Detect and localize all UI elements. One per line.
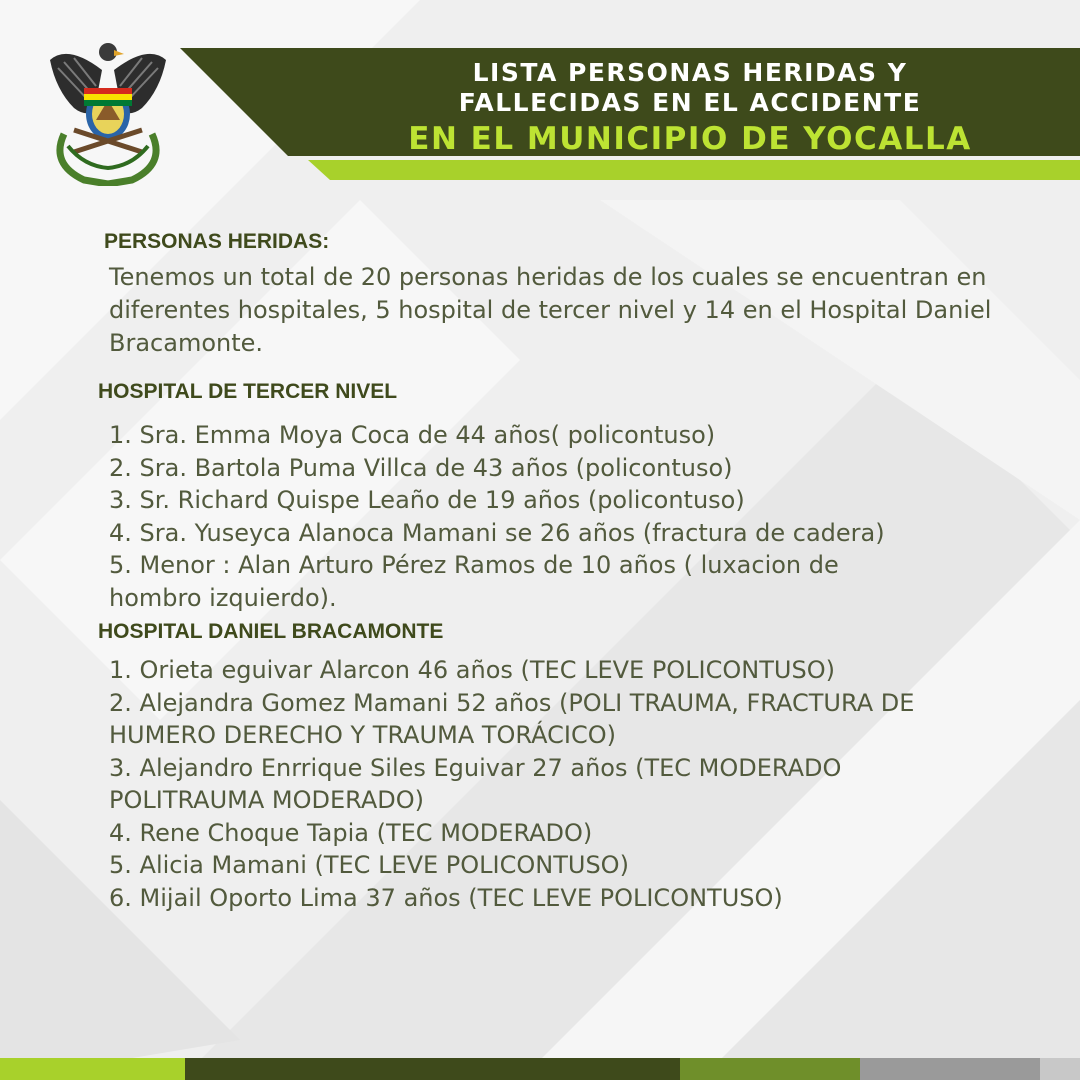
hospital-tercer-nivel-list bbox=[109, 419, 1069, 614]
footer-segment bbox=[1040, 1058, 1080, 1080]
list-item: 3. Alejandro Enrrique Siles Eguivar 27 años (TEC MODERADO POLITRAUMA MODERADO) bbox=[109, 753, 842, 814]
footer-segment bbox=[185, 1058, 680, 1080]
banner-title-line-3: EN EL MUNICIPIO DE YOCALLA bbox=[408, 121, 972, 157]
list-item: 5. Alicia Mamani (TEC LEVE POLICONTUSO) bbox=[109, 851, 629, 879]
list-item: 1. Sra. Emma Moya Coca de 44 años( policontuso) bbox=[109, 421, 716, 449]
list-item: 4. Sra. Yuseyca Alanoca Mamani se 26 años (fractura de cadera) bbox=[109, 518, 885, 547]
hospital-daniel-bracamonte-heading: HOSPITAL DANIEL BRACAMONTE bbox=[98, 620, 444, 643]
hospital-tercer-nivel-heading: HOSPITAL DE TERCER NIVEL bbox=[98, 380, 398, 403]
injured-summary: Tenemos un total de 20 personas heridas de los cuales se encuentran en diferentes hospitales, 5 hospital de tercer nivel y 14 en el Hospital Daniel Bracamonte. bbox=[109, 263, 992, 357]
footer-segment bbox=[680, 1058, 860, 1080]
injured-heading: PERSONAS HERIDAS: bbox=[104, 230, 330, 253]
footer-segment bbox=[860, 1058, 1040, 1080]
list-item: 5. Menor : Alan Arturo Pérez Ramos de 10 años ( luxacion de hombro izquierdo). bbox=[109, 551, 839, 612]
footer-segment bbox=[0, 1058, 185, 1080]
list-item: 6. Mijail Oporto Lima 37 años (TEC LEVE POLICONTUSO) bbox=[109, 883, 783, 912]
list-item: 3. Sr. Richard Quispe Leaño de 19 años (policontuso) bbox=[109, 486, 745, 514]
list-item: 2. Alejandra Gomez Mamani 52 años (POLI TRAUMA, FRACTURA DE HUMERO DERECHO Y TRAUMA TORÁCICO) bbox=[109, 688, 915, 749]
hospital-daniel-bracamonte-list bbox=[109, 654, 1069, 914]
list-item: 4. Rene Choque Tapia (TEC MODERADO) bbox=[109, 818, 593, 847]
banner-title-line-1: LISTA PERSONAS HERIDAS Y bbox=[472, 58, 908, 87]
banner-title-line-2: FALLECIDAS EN EL ACCIDENTE bbox=[458, 88, 922, 117]
footer-bar bbox=[0, 1058, 1080, 1080]
list-item: 2. Sra. Bartola Puma Villca de 43 años (policontuso) bbox=[109, 453, 733, 482]
list-item: 1. Orieta eguivar Alarcon 46 años (TEC LEVE POLICONTUSO) bbox=[109, 656, 835, 684]
